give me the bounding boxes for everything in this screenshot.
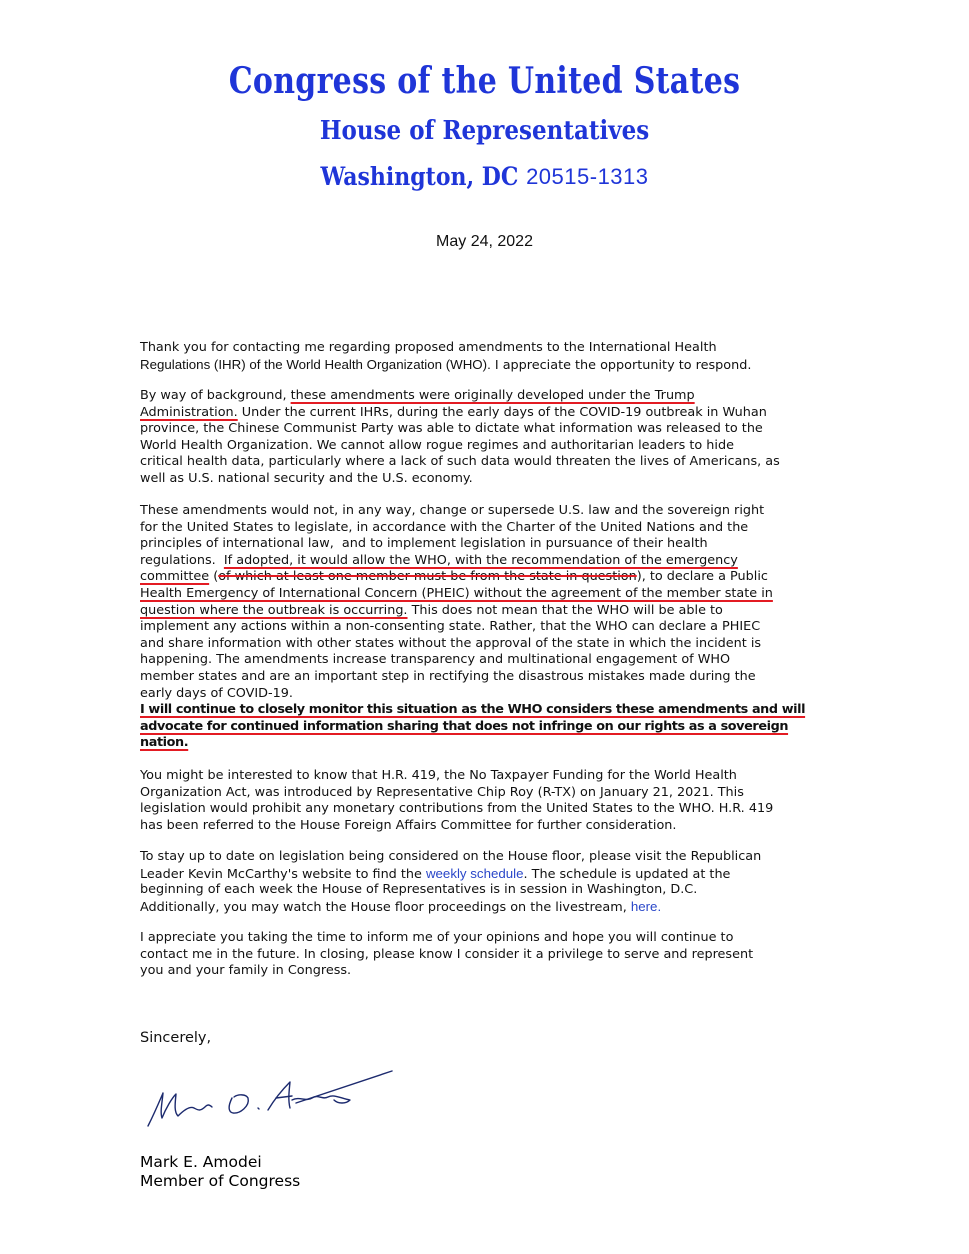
text-segment: implement any actions within a non-consenting state. Rather, that the WHO can declare a PHIEC [140, 619, 761, 635]
letterhead-zip: 20515-1313 [526, 164, 649, 189]
p3-line-15 [140, 735, 805, 752]
text-segment: . The schedule is updated at the [523, 866, 731, 882]
text-segment: ), to declare a Public [636, 569, 768, 585]
closing-salutation: Sincerely, [140, 1030, 212, 1046]
letterhead-title: Congress of the United States [228, 60, 741, 103]
p3-line-11 [140, 669, 805, 686]
p2-line-6 [140, 471, 780, 488]
p3-line-1 [140, 503, 805, 520]
paragraph-3 [140, 503, 805, 752]
text-segment: By way of background, [140, 388, 291, 403]
text-segment: These amendments would not, in any way, change or supersede U.S. law and the sovereign right [140, 503, 765, 518]
bold-underlined-text: advocate for continued information sharing that does not infringe on our rights as a sovereign [140, 718, 789, 734]
text-segment: early days of COVID-19. [140, 685, 293, 701]
weekly-schedule-link[interactable]: weekly schedule [425, 865, 524, 881]
livestream-here-link[interactable]: here. [630, 898, 662, 914]
letterhead-city: Washington, DC [320, 162, 519, 192]
underlined-text: committee [140, 569, 210, 585]
struck-through-text: of which at least one member must be from the state in question [218, 569, 637, 585]
p5-line-1 [140, 849, 761, 866]
paragraph-1 [140, 340, 751, 373]
text-segment: Additionally, you may watch the House floor proceedings on the livestream, [140, 899, 631, 915]
p4-line-4 [140, 818, 773, 835]
text-segment: Organization Act, was introduced by Representative Chip Roy (R-TX) on January 21, 2021. This [140, 784, 744, 800]
p3-line-7 [140, 603, 805, 620]
text-segment: I appreciate you taking the time to inform me of your opinions and hope you will continue to [140, 930, 734, 945]
handwritten-signature [140, 1060, 410, 1140]
text-segment: has been referred to the House Foreign Affairs Committee for further consideration. [140, 817, 677, 833]
text-segment: member states and are an important step in rectifying the disastrous mistakes made during the [140, 668, 756, 684]
paragraph-5 [140, 849, 761, 915]
p6-line-3 [140, 963, 753, 980]
underlined-text: Health Emergency of International Concern (PHEIC) without the agreement of the member state in [140, 585, 773, 601]
signature-stroke [258, 1108, 259, 1109]
p3-line-3 [140, 536, 805, 553]
p6-line-1 [140, 930, 753, 947]
text-segment: Thank you for contacting me regarding proposed amendments to the International Health [140, 340, 717, 355]
text-segment: province, the Chinese Communist Party was able to dictate what information was released to the [140, 421, 763, 437]
text-segment: contact me in the future. In closing, please know I consider it a privilege to serve and represent [140, 946, 754, 962]
p3-line-9 [140, 636, 805, 653]
letterhead-address [0, 162, 969, 192]
p1-line-2 [140, 357, 751, 374]
p3-line-4 [140, 553, 805, 570]
p3-line-6 [140, 586, 805, 603]
p5-line-3 [140, 882, 761, 899]
p6-line-2 [140, 947, 753, 964]
p3-line-2 [140, 520, 805, 537]
text-segment: critical health data, particularly where a lack of such data would threaten the lives of Americans, as [140, 454, 780, 470]
p3-line-5 [140, 569, 805, 586]
bold-underlined-text: I will continue to closely monitor this situation as the WHO considers these amendments and will [140, 702, 806, 718]
text-segment: ( [209, 569, 219, 585]
p3-line-10 [140, 652, 805, 669]
p4-line-1 [140, 768, 773, 785]
p3-line-13 [140, 702, 805, 719]
underlined-text: Administration. [140, 404, 238, 420]
p3-line-12 [140, 686, 805, 703]
text-segment: Regulations (IHR) of the World Health Organization (WHO). [140, 356, 491, 372]
p4-line-2 [140, 785, 773, 802]
text-segment: for the United States to legislate, in accordance with the Charter of the United Nations and the [140, 519, 749, 535]
text-segment: well as U.S. national security and the U.S. economy. [140, 470, 473, 486]
letter-date: May 24, 2022 [436, 233, 533, 250]
p5-line-2 [140, 866, 761, 883]
p2-line-3 [140, 421, 780, 438]
text-segment: World Health Organization. We cannot allow rogue regimes and authoritarian leaders to hide [140, 437, 734, 453]
p3-line-8 [140, 619, 805, 636]
underlined-text: question where the outbreak is occurring. [140, 602, 408, 618]
paragraph-2 [140, 388, 780, 488]
p4-line-3 [140, 801, 773, 818]
text-segment: To stay up to date on legislation being considered on the House floor, please visit the Republican [140, 849, 762, 864]
text-segment: Under the current IHRs, during the early days of the COVID-19 outbreak in Wuhan [237, 404, 767, 420]
p2-line-1 [140, 388, 780, 405]
underlined-text: If adopted, it would allow the WHO, with the recommendation of the emergency [223, 552, 738, 568]
p2-line-5 [140, 454, 780, 471]
text-segment: regulations. [140, 552, 224, 568]
text-segment: principles of international law, and to implement legislation in pursuance of their health [140, 536, 708, 552]
underlined-text: these amendments were originally developed under the Trump [290, 388, 695, 403]
p1-line-1 [140, 340, 751, 357]
letterhead-subtitle: House of Representatives [319, 114, 650, 146]
signer-name: Mark E. Amodei [140, 1153, 262, 1171]
text-segment: I appreciate the opportunity to respond. [490, 357, 752, 373]
text-segment: You might be interested to know that H.R. 419, the No Taxpayer Funding for the World Health [140, 768, 737, 783]
signer-block [140, 1153, 300, 1191]
paragraph-4 [140, 768, 773, 834]
text-segment: This does not mean that the WHO will be able to [407, 602, 723, 618]
text-segment: beginning of each week the House of Representatives is in session in Washington, D.C. [140, 882, 698, 898]
p2-line-4 [140, 438, 780, 455]
text-segment: and share information with other states without the approval of the state in which the incident is [140, 635, 762, 651]
bold-underlined-text: nation. [140, 735, 189, 751]
text-segment: you and your family in Congress. [140, 963, 352, 979]
signature-stroke [148, 1093, 212, 1126]
signature-stroke [229, 1095, 248, 1113]
p3-line-14 [140, 719, 805, 736]
paragraph-6 [140, 930, 753, 980]
text-segment: Leader Kevin McCarthy's website to find the [140, 866, 426, 882]
text-segment: legislation would prohibit any monetary contributions from the United States to the WHO. H.R. 419 [140, 801, 774, 817]
text-segment: happening. The amendments increase transparency and multinational engagement of WHO [140, 652, 731, 668]
signer-title: Member of Congress [140, 1172, 301, 1190]
p5-line-4 [140, 899, 761, 916]
p2-line-2 [140, 405, 780, 422]
